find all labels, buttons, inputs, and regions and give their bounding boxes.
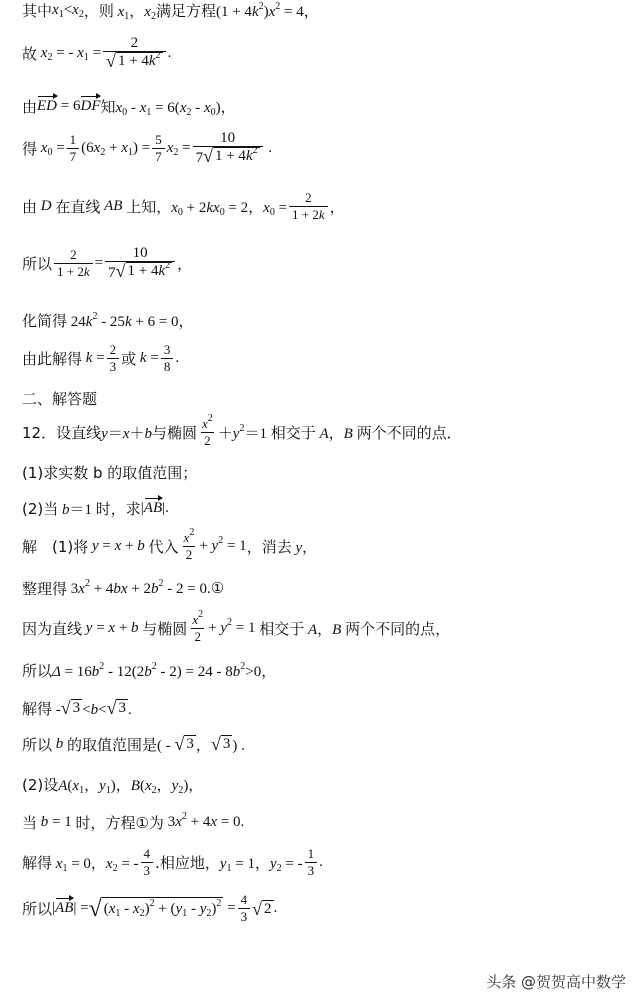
heading-text: 二、解答题 [22,390,98,408]
text: 与椭圆 [151,424,197,442]
text: 由此解得 [22,350,83,368]
solution-line-3: 因为直线 y = x + b 与椭圆 $\frac{x^2}{2}$ + $y^2 = 1$ 相交于 A，B 两个不同的点， [22,609,451,644]
text: 得 [22,139,38,158]
text: .相应地， [155,854,220,872]
text: 或 [121,350,137,368]
text: 所以 [22,662,53,680]
text: 当 [22,814,38,832]
line-4: 得 $x_0$ = $\frac{1}{7}$ $(6x_2 + x_1)$ = $\frac{5}{7}$ $x_2$ = 10 7 √ $1 + 4k^2$ . [22,130,273,166]
line-2: 故 $x_2$ = - $x_1$ = 2 √ $1 + 4k^2$ . [22,35,172,71]
solution-line-6: 所以 b 的取值范围是 ( - √ 3 ， √ 3 ) . [22,734,245,754]
line-1: 其中 $x_1<x_2$ ，则 $x_1$，$x_2$ 满足方程 $(1 + 4k^2)x^2 = 4$， [22,1,319,22]
text: 时，方程①为 [75,814,164,832]
text: 满足方程 [155,2,216,20]
text: 时，求 [95,500,141,518]
solution-line-7: (2)设 $A(x_1$，$y_1$)，$B(x_2$，$y_2$)， [22,776,204,796]
text: 由 [22,198,38,216]
text: 的取值范围是 [67,736,158,754]
section-heading [22,388,97,409]
text: 所以 [22,900,53,918]
solution-line-9: 解得 $x_1 = 0$，$x_2$ = - $\frac{4}{3}$ .相应地， $y_1 = 1$，$y_2$ = - $\frac{1}{3}$ . [22,846,323,878]
solution-line-1: 解 (1)将 y = x + b 代入 $\frac{x^2}{2}$ + $y^2 = 1$ ，消去 y， [22,527,318,562]
text: 在直线 [55,198,101,216]
text: 两个不同的点． [356,424,462,442]
text: (1)求实数 b 的取值范围； [22,464,198,482]
solution-line-4: 所以 $\Delta = 16b^2 - 12(2b^2 - 2) = 24 - 8b^2>0$， [22,661,277,680]
line-7: 化简得 $24k^2 - 25k + 6 = 0$， [22,311,194,330]
line-3: 由 ED = 6DF 知 $x_0 - x_1 = 6(x_2 - x_0)$， [22,98,236,118]
line-8: 由此解得 k = $\frac{2}{3}$ 或 k = $\frac{3}{8}$ . [22,342,180,374]
text: 解得 [22,700,53,718]
fraction: 2 √ $1 + 4k^2$ [103,35,166,71]
text: 解 (1)将 [22,538,89,556]
text: 两个不同的点， [345,620,451,638]
text: 解得 [22,854,53,872]
line-6: 所以 $\frac{2}{1 + 2k}$ = 10 7 √ $1 + 4k^2$ ， [22,245,193,281]
solution-line-8: 当 b = 1 时，方程①为 $3x^2 + 4x = 0$. [22,811,245,832]
text: 所以 [22,736,53,754]
text: 因为直线 [22,620,83,638]
text: 其中 [22,2,53,20]
solution-line-2: 整理得 $3x^2 + 4bx + 2b^2 - 2$ = 0.① [22,578,225,598]
text: 所以 [22,254,53,273]
text: 12．设直线 [22,424,102,442]
text: 代入 [148,538,179,556]
text: ，消去 [246,538,292,556]
question-12: 12．设直线 y＝x＋b 与椭圆 $\frac{x^2}{2}$ $+y^2=1$ 相交于 A，B 两个不同的点． [22,413,462,448]
text: 与椭圆 [142,620,188,638]
text: 上知， [126,198,172,216]
question-12-part-1 [22,462,197,483]
solution-line-10: 所以 |AB| = √ $(x_1 - x_2)^2 + (y_1 - y_2)^2$ = $\frac{4}{3}$ √ 2 . [22,892,278,924]
line-5: 由 D 在直线 AB 上知， $x_0 + 2kx_0 = 2$，$x_0$ = $\frac{2}{1 + 2k}$ ， [22,190,345,222]
text: (2)设 [22,776,59,794]
watermark: 头条 @贺贺高中数学 [486,973,626,991]
text: 相交于 [259,620,305,638]
question-12-part-2: (2)当 b＝1 时，求 |AB|. [22,500,169,518]
text: 相交于 [270,424,316,442]
text: 知 [100,98,116,116]
text: 化简得 [22,312,68,330]
solution-line-5: 解得 - √ 3 <b< √ 3 . [22,697,132,718]
text: ，则 [83,2,114,20]
text: 由 [22,98,38,116]
text: 故 [22,44,38,63]
text: 整理得 [22,580,68,598]
text: (2)当 [22,500,59,518]
